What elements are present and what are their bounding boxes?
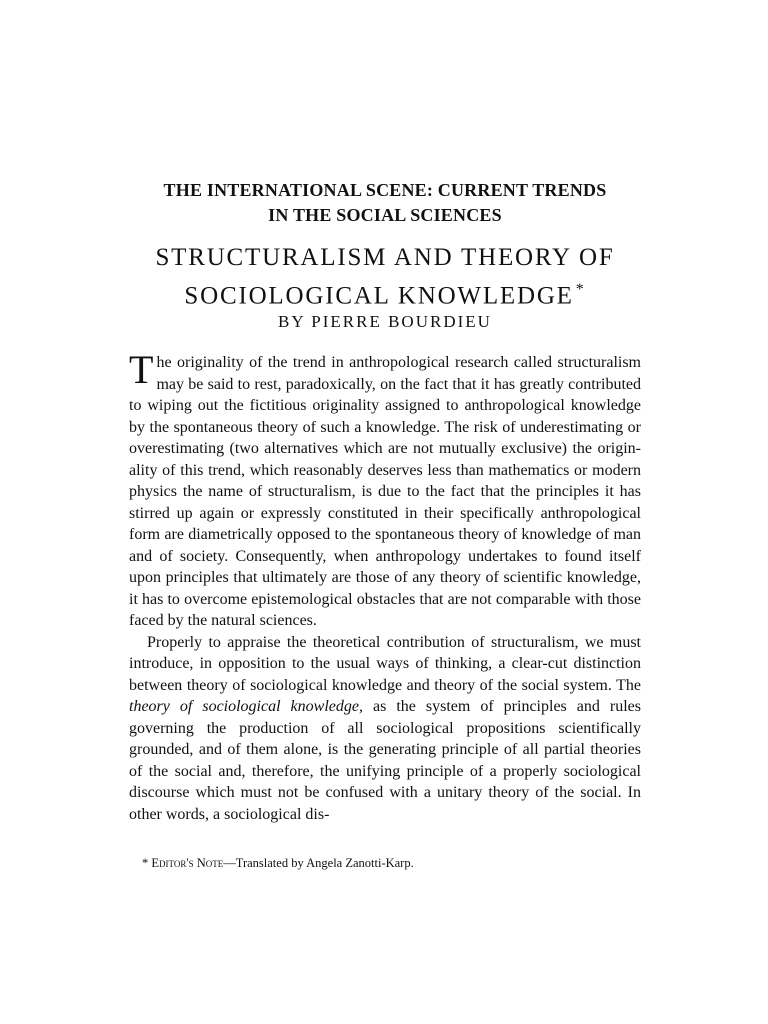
article-title-line-1 [100, 242, 670, 274]
paragraph-2-text-a: Properly to appraise the theoretical contribution of structuralism, we must introduce, in opposition to the usual ways of thinking, a clear-cut distinction between theory of sociological knowledge and theory of the social system. The [129, 633, 641, 694]
author-byline: BY PIERRE BOURDIEU [278, 312, 492, 331]
article-title-text-1: STRUCTURALISM AND THEORY OF [155, 244, 615, 271]
article-title-text-2: SOCIOLOGICAL KNOWLEDGE [184, 282, 574, 310]
section-heading-line-2: IN THE SOCIAL SCIENCES [268, 205, 502, 225]
section-heading-line-1: THE INTERNATIONAL SCENE: CURRENT TRENDS [163, 180, 607, 200]
paragraph-2-italic-term: theory of sociological knowledge, [129, 698, 363, 715]
paragraph-1-text: he originality of the trend in anthropological research called structuralism may be said to rest, paradoxically, on the fact that it has greatly contributed to wiping out the fictitious originality assigned to anthropological knowledge by the spontaneous theory of such a knowledge. The risk of underestimating or overestimating (two alternatives which are not mutually exclusive) the originality of this trend, which reasonably deserves less than mathematics or modern physics the name of structuralism, is due to the fact that the principles it has stirred up again or expressly constituted in their specifically anthropological form are diametrically opposed to the spontaneous theory of knowledge of man and of society. Consequently, when anthropology undertakes to found itself upon principles that ultimately are those of any theory of scientific knowledge, it has to overcome epistemological obstacles that are not comparable with those faced by the natural sciences. [129, 354, 641, 629]
editor-footnote [142, 855, 642, 871]
paragraph-1 [129, 347, 641, 632]
article-body [129, 347, 641, 825]
title-footnote-mark: * [575, 281, 586, 298]
footnote-text: —Translated by Angela Zanotti-Karp. [223, 856, 414, 870]
footnote-mark: * [142, 856, 149, 870]
article-title-line-2 [100, 274, 670, 312]
paragraph-2 [129, 632, 641, 826]
footnote-label: Editor's Note [151, 856, 224, 870]
paragraph-2-text-b: as the system of principles and rules governing the production of all sociological propositions scientifically grounded, and of them alone, is the generating principle of all partial theories of the social and, therefore, the unifying principle of a properly sociological discourse which must not be confused with a unitary theory of the social. In other words, a sociological dis- [129, 698, 641, 823]
drop-cap: T [129, 347, 154, 392]
